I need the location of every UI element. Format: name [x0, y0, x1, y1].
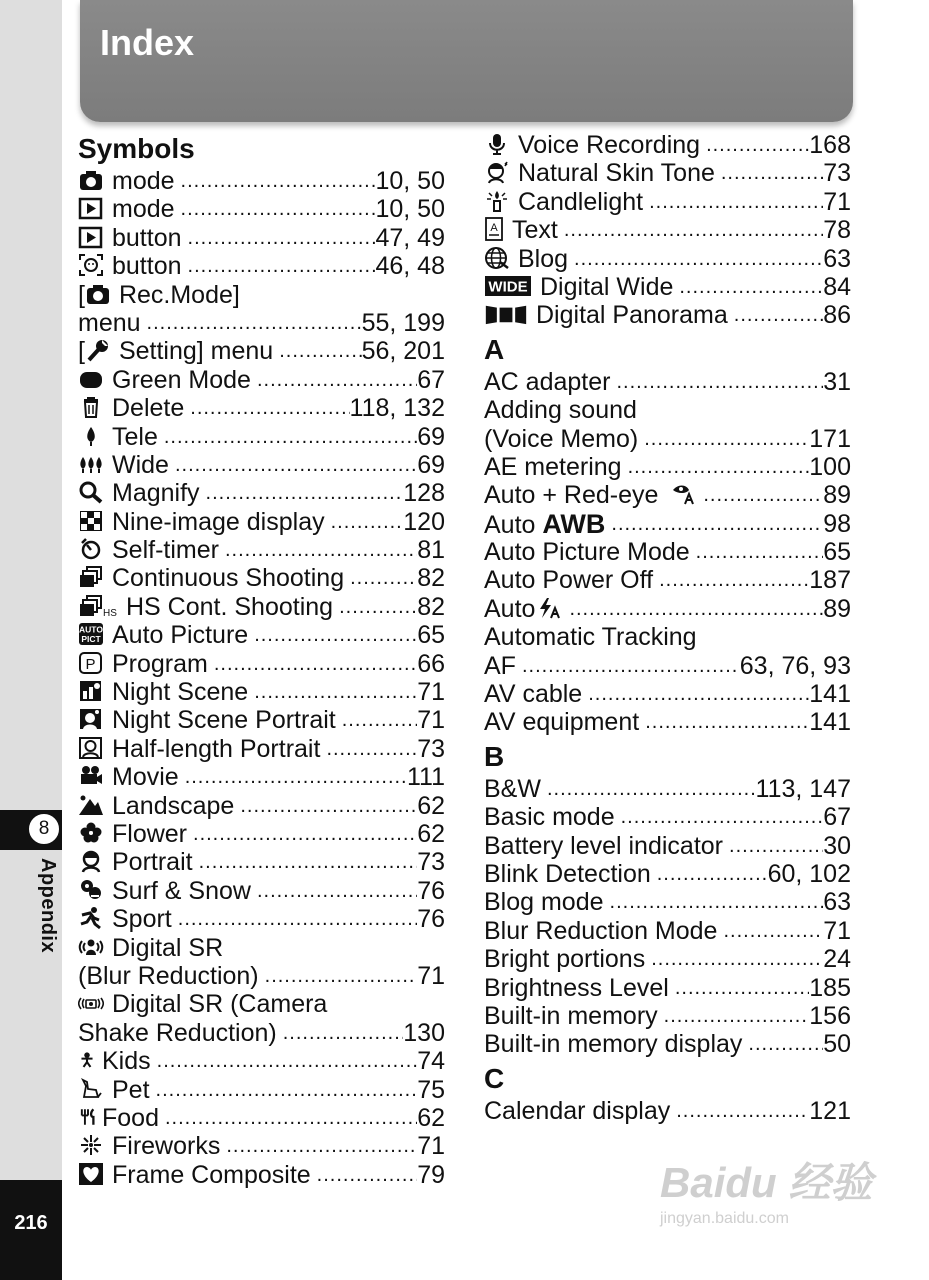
index-entry: Calendar display ..... 121	[484, 1097, 851, 1125]
index-entry: Night Scene Portrait ..... 71	[78, 706, 445, 734]
left-margin-bar	[0, 0, 62, 1280]
index-entry: Movie ..... 111	[78, 763, 445, 791]
text-icon	[484, 217, 504, 241]
index-entry: Nine-image display ..... 120	[78, 508, 445, 536]
page-title: Index	[100, 22, 195, 63]
night-scene-icon	[78, 679, 104, 703]
blog-icon	[484, 246, 510, 270]
index-entry: AE metering ..... 100	[484, 453, 851, 481]
svg-text:AUTO: AUTO	[79, 624, 103, 635]
index-entry: Half-length Portrait ..... 73	[78, 735, 445, 763]
tele-icon	[78, 424, 104, 448]
index-entry: AC adapter ..... 31	[484, 368, 851, 396]
half-portrait-icon	[78, 736, 104, 760]
flash-auto-icon	[537, 596, 563, 620]
index-entry: P Program ..... 66	[78, 650, 445, 678]
index-column-right	[484, 131, 851, 1125]
index-column-left	[78, 131, 445, 1189]
auto-picture-icon	[78, 622, 104, 646]
nine-image-icon	[78, 509, 104, 533]
index-entry: Blog mode ..... 63	[484, 888, 851, 916]
index-entry: Natural Skin Tone ..... 73	[484, 159, 851, 187]
program-icon	[78, 651, 104, 675]
index-entry: Continuous Shooting ..... 82	[78, 564, 445, 592]
index-entry: HS HS Cont. Shooting ..... 82	[78, 593, 445, 621]
index-entry: Kids ..... 74	[78, 1047, 445, 1075]
portrait-icon	[78, 849, 104, 873]
index-entry: AUTO PICT Auto Picture ..... 65	[78, 621, 445, 649]
section-heading-symbols: Symbols	[78, 133, 195, 164]
face-recognition-icon	[78, 253, 104, 277]
index-entry: Auto ..... 89	[484, 595, 851, 623]
index-entry: Shake Reduction) ..... 130	[78, 1019, 445, 1047]
index-entry: Digital SR (Camera	[78, 990, 445, 1018]
index-entry: Flower ..... 62	[78, 820, 445, 848]
index-entry: mode ..... 10, 50	[78, 167, 445, 195]
flower-icon	[78, 821, 104, 845]
fireworks-icon	[78, 1133, 104, 1157]
svg-text:A: A	[490, 222, 498, 235]
index-entry: Automatic Tracking	[484, 623, 697, 652]
food-icon	[78, 1105, 98, 1129]
index-entry: Blink Detection ..... 60, 102	[484, 860, 851, 888]
wide-icon	[78, 452, 104, 476]
index-entry: Digital SR	[78, 934, 445, 962]
index-entry: mode ..... 10, 50	[78, 195, 445, 223]
index-entry: Portrait ..... 73	[78, 848, 445, 876]
frame-icon	[78, 1162, 104, 1186]
index-entry: WIDE Digital Wide ..... 84	[484, 273, 851, 301]
magnify-icon	[78, 480, 104, 504]
index-entry: button ..... 47, 49	[78, 224, 445, 252]
continuous-shooting-icon	[78, 565, 104, 589]
index-entry: Auto Power Off ..... 187	[484, 566, 851, 594]
index-entry: menu ..... 55, 199	[78, 309, 445, 337]
movie-icon	[78, 764, 104, 788]
index-entry: Built-in memory display ..... 50	[484, 1030, 851, 1058]
kids-icon	[78, 1048, 96, 1072]
index-entry: Auto AWB ..... 98	[484, 510, 851, 538]
index-entry: AV equipment ..... 141	[484, 708, 851, 736]
svg-text:HS: HS	[103, 607, 117, 618]
natural-skin-icon	[484, 160, 510, 184]
surf-snow-icon	[78, 878, 104, 902]
svg-text:P: P	[85, 655, 96, 673]
index-entry: Pet ..... 75	[78, 1076, 445, 1104]
microphone-icon	[484, 132, 510, 156]
index-entry: (Voice Memo) ..... 171	[484, 425, 851, 453]
index-entry: Blog ..... 63	[484, 245, 851, 273]
page-header	[80, 0, 853, 122]
index-entry: Auto + Red-eye ..... 89	[484, 481, 851, 509]
index-entry: Fireworks ..... 71	[78, 1132, 445, 1160]
index-entry: Landscape ..... 62	[78, 792, 445, 820]
svg-text:PICT: PICT	[81, 634, 101, 645]
index-entry: Frame Composite ..... 79	[78, 1161, 445, 1189]
pet-icon	[78, 1077, 104, 1101]
chapter-label: Appendix	[37, 858, 59, 954]
candlelight-icon	[484, 189, 510, 213]
index-entry: Basic mode ..... 67	[484, 803, 851, 831]
wrench-icon	[85, 338, 111, 362]
hs-continuous-icon	[78, 594, 118, 618]
awb-label: AWB	[542, 508, 606, 539]
page-number: 216	[14, 1212, 48, 1234]
index-entry: Voice Recording ..... 168	[484, 131, 851, 159]
index-entry: Blur Reduction Mode ..... 71	[484, 917, 851, 945]
index-entry: Candlelight ..... 71	[484, 188, 851, 216]
index-entry: Tele ..... 69	[78, 423, 445, 451]
index-entry: Sport ..... 76	[78, 905, 445, 933]
index-entry: Built-in memory ..... 156	[484, 1002, 851, 1030]
playback-icon	[78, 196, 104, 220]
index-entry: Auto Picture Mode ..... 65	[484, 538, 851, 566]
index-entry: AF ..... 63, 76, 93	[484, 652, 851, 680]
camera-icon	[78, 168, 104, 192]
section-heading-a: A	[484, 333, 505, 365]
digital-panorama-icon	[484, 302, 528, 326]
watermark-logo: Baidu 经验	[660, 1159, 873, 1206]
playback-icon	[78, 225, 104, 249]
camera-icon	[85, 282, 111, 306]
chapter-number: 8	[28, 813, 60, 845]
index-entry: (Blur Reduction) ..... 71	[78, 962, 445, 990]
trash-icon	[78, 395, 104, 419]
index-entry: Digital Panorama ..... 86	[484, 301, 851, 329]
index-entry: button ..... 46, 48	[78, 252, 445, 280]
digital-wide-icon	[484, 274, 532, 298]
section-heading-b: B	[484, 740, 505, 772]
red-eye-icon	[671, 482, 697, 506]
night-portrait-icon	[78, 707, 104, 731]
index-entry: Bright portions ..... 24	[484, 945, 851, 973]
index-entry: Night Scene ..... 71	[78, 678, 445, 706]
sport-icon	[78, 906, 104, 930]
watermark-url: jingyan.baidu.com	[660, 1210, 789, 1227]
index-entry: Self-timer ..... 81	[78, 536, 445, 564]
index-entry: Surf & Snow ..... 76	[78, 877, 445, 905]
index-entry: Brightness Level ..... 185	[484, 974, 851, 1002]
index-entry: B&W ..... 113, 147	[484, 775, 851, 803]
section-heading-c: C	[484, 1062, 505, 1094]
index-entry: [ Setting] menu ..... 56, 201	[78, 337, 445, 365]
index-entry: A Text ..... 78	[484, 216, 851, 244]
index-entry: Green Mode ..... 67	[78, 366, 445, 394]
svg-text:WIDE: WIDE	[488, 278, 528, 296]
index-entry: AV cable ..... 141	[484, 680, 851, 708]
index-entry: Magnify ..... 128	[78, 479, 445, 507]
index-entry: [ Rec.Mode]	[78, 280, 240, 309]
index-entry: Wide ..... 69	[78, 451, 445, 479]
index-entry: Battery level indicator ..... 30	[484, 832, 851, 860]
index-entry: Adding sound	[484, 396, 637, 425]
digital-sr-icon	[78, 935, 104, 959]
watermark	[660, 1150, 900, 1250]
index-entry: Delete ..... 118, 132	[78, 394, 445, 422]
index-entry: Food ..... 62	[78, 1104, 445, 1132]
landscape-icon	[78, 793, 104, 817]
leaf-icon	[78, 367, 104, 391]
self-timer-icon	[78, 537, 104, 561]
digital-sr-shake-icon	[78, 991, 104, 1015]
